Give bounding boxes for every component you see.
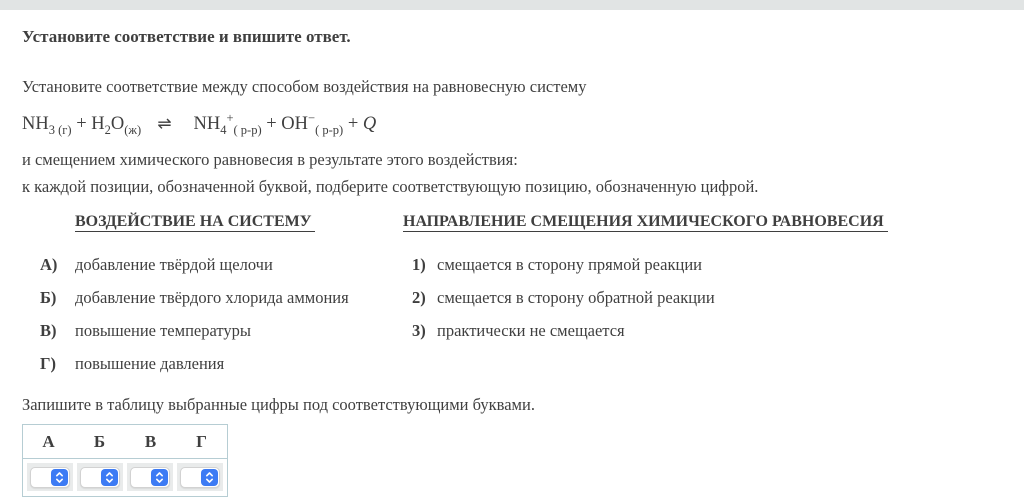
after-equation-line-1: и смещением химического равновесия в результате этого воздействия: (22, 149, 518, 169)
list-item (22, 348, 412, 381)
eq-o: O (110, 114, 125, 135)
table-instruction: Запишите в таблицу выбранные цифры под соответствующими буквами. (22, 394, 535, 414)
after-equation-line-2: к каждой позиции, обозначенной буквой, подберите соответствующую позицию, обозначенную цифрой. (22, 176, 759, 196)
eq-oh-sup: − (308, 111, 316, 125)
eq-nh3-sub: 3 (г) (48, 122, 72, 137)
answer-table (22, 424, 228, 497)
page-title: Установите соответствие и впишите ответ. (22, 27, 351, 46)
list-item (22, 282, 412, 315)
eq-nh4-sub: 4 (220, 122, 227, 137)
eq-heat-q: Q (362, 114, 377, 135)
chemical-equation (22, 111, 1002, 138)
select-arrows-icon (151, 469, 168, 486)
list-item (412, 315, 1002, 348)
item-number: 3) (412, 321, 426, 341)
item-text: смещается в сторону обратной реакции (437, 288, 715, 308)
answer-column-g: Г (196, 431, 207, 451)
matching-headers (22, 213, 1002, 237)
answer-table-header-row (23, 425, 227, 459)
list-item (412, 249, 1002, 282)
eq-nh4-state-sub: ( р-р) (233, 122, 262, 137)
item-letter: Б) (40, 288, 57, 308)
top-bar (0, 0, 1024, 10)
item-number: 2) (412, 288, 426, 308)
answer-column-v: В (144, 431, 157, 451)
item-text: повышение давления (75, 354, 225, 374)
eq-nh3: NH (22, 114, 49, 135)
answer-table-input-row (23, 459, 227, 496)
answer-select-g[interactable] (180, 467, 220, 488)
select-arrows-icon (101, 469, 118, 486)
item-text: добавление твёрдого хлорида аммония (75, 288, 349, 308)
item-number: 1) (412, 255, 426, 275)
eq-oh-state-sub: ( р-р) (315, 122, 344, 137)
intro-text: Установите соответствие между способом воздействия на равновесную систему (22, 77, 587, 96)
answer-select-v[interactable] (130, 467, 170, 488)
eq-nh4-sup: + (226, 111, 234, 125)
answer-select-cell (27, 463, 73, 491)
answer-select-cell (127, 463, 173, 491)
item-text: практически не смещается (437, 321, 625, 341)
answer-select-a[interactable] (30, 467, 70, 488)
matching-left-column (22, 249, 412, 381)
select-arrows-icon (51, 469, 68, 486)
equilibrium-arrow-icon: ⇌ (157, 114, 172, 135)
answer-column-b: Б (93, 431, 106, 451)
item-text: повышение температуры (75, 321, 251, 341)
eq-plus-q: + (343, 114, 363, 135)
item-text: смещается в сторону прямой реакции (437, 255, 702, 275)
list-item (412, 282, 1002, 315)
item-letter: Г) (40, 354, 56, 374)
matching-grid (22, 249, 1002, 381)
right-column-header: НАПРАВЛЕНИЕ СМЕЩЕНИЯ ХИМИЧЕСКОГО РАВНОВЕСИЯ (403, 213, 888, 232)
eq-nh4: NH (193, 114, 221, 135)
matching-right-column (412, 249, 1002, 381)
eq-o-sub: (ж) (124, 122, 142, 137)
eq-plus-oh: + OH (261, 114, 309, 135)
item-letter: В) (40, 321, 57, 341)
eq-plus-h: + H (71, 114, 105, 135)
item-text: добавление твёрдой щелочи (75, 255, 273, 275)
select-arrows-icon (201, 469, 218, 486)
answer-column-a: А (42, 431, 55, 451)
left-column-header: ВОЗДЕЙСТВИЕ НА СИСТЕМУ (75, 213, 315, 232)
answer-select-b[interactable] (80, 467, 120, 488)
list-item (22, 315, 412, 348)
question-page (0, 10, 1024, 497)
list-item (22, 249, 412, 282)
item-letter: А) (40, 255, 58, 275)
eq-h2-sub: 2 (104, 122, 111, 137)
answer-select-cell (177, 463, 223, 491)
answer-select-cell (77, 463, 123, 491)
